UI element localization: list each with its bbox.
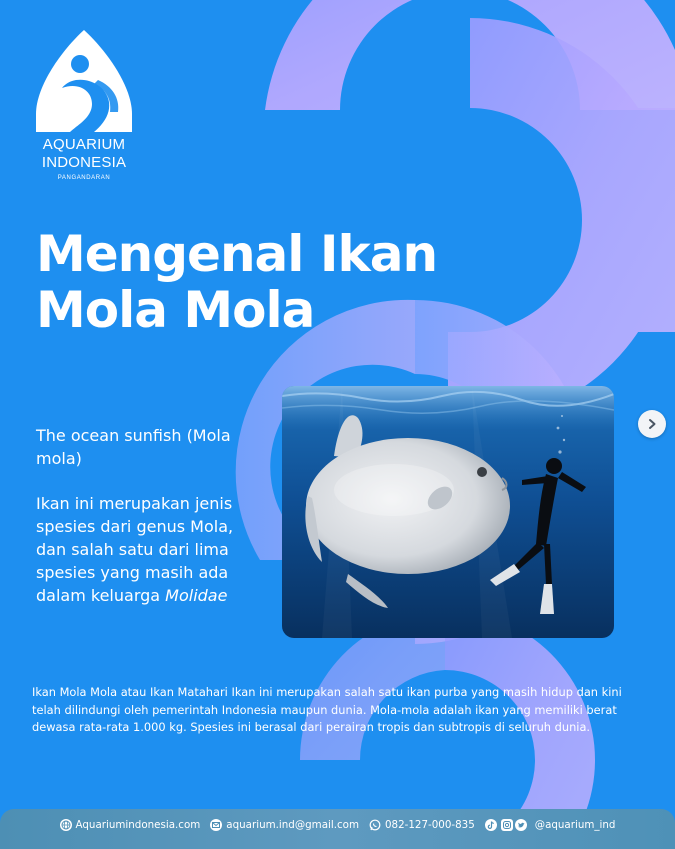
footer-email[interactable] <box>210 819 359 831</box>
edge-accent <box>666 532 675 578</box>
title-line1: Mengenal Ikan <box>36 225 438 283</box>
ocean-sunfish-with-diver-photo <box>282 386 614 638</box>
footer-contact-bar <box>0 809 675 849</box>
email-icon <box>210 819 222 831</box>
next-slide-button[interactable] <box>638 410 666 438</box>
social-icons <box>485 819 531 831</box>
water-drop-logo-icon <box>32 28 136 134</box>
brand-location: PANGANDARAN <box>57 175 111 181</box>
footer-social-handle: @aquarium_ind <box>534 819 616 831</box>
whatsapp-icon <box>369 819 381 831</box>
description-text: Ikan ini merupakan jenis spesies dari genus Mola, dan salah satu dari lima spesies yang masih ada dalam keluarga <box>36 494 234 605</box>
brand-name-line2: INDONESIA <box>41 154 127 171</box>
description-family: Molidae <box>165 586 228 605</box>
footer-social[interactable] <box>485 819 616 831</box>
description <box>36 492 262 607</box>
footer-website[interactable] <box>60 819 201 831</box>
chevron-right-icon <box>646 418 658 430</box>
footer-phone-text: 082-127-000-835 <box>385 819 475 831</box>
instagram-icon <box>501 819 513 831</box>
subtitle: The ocean sunfish (Mola mola) <box>36 426 231 468</box>
footer-website-text: Aquariumindonesia.com <box>75 819 201 831</box>
title-line2: Mola Mola <box>36 281 315 339</box>
body-paragraph: Ikan Mola Mola atau Ikan Matahari Ikan ini merupakan salah satu ikan purba yang masih hidup dan kini telah dilindungi oleh pemerintah Indonesia maupun dunia. Mola-mola adalah ikan yang memiliki berat dewasa rata-rata 1.000 kg. Spesies ini berasal dari perairan tropis dan subtropis di seluruh dunia. <box>32 685 622 734</box>
globe-icon <box>60 819 72 831</box>
sunfish-photo <box>282 386 614 638</box>
footer-phone[interactable] <box>369 819 475 831</box>
page-title <box>36 226 476 338</box>
brand-name-line1: AQUARIUM <box>42 136 126 153</box>
tiktok-icon <box>485 819 497 831</box>
twitter-icon <box>515 819 527 831</box>
brand-name <box>32 136 136 181</box>
brand-logo <box>32 28 136 194</box>
footer-email-text: aquarium.ind@gmail.com <box>226 819 359 831</box>
